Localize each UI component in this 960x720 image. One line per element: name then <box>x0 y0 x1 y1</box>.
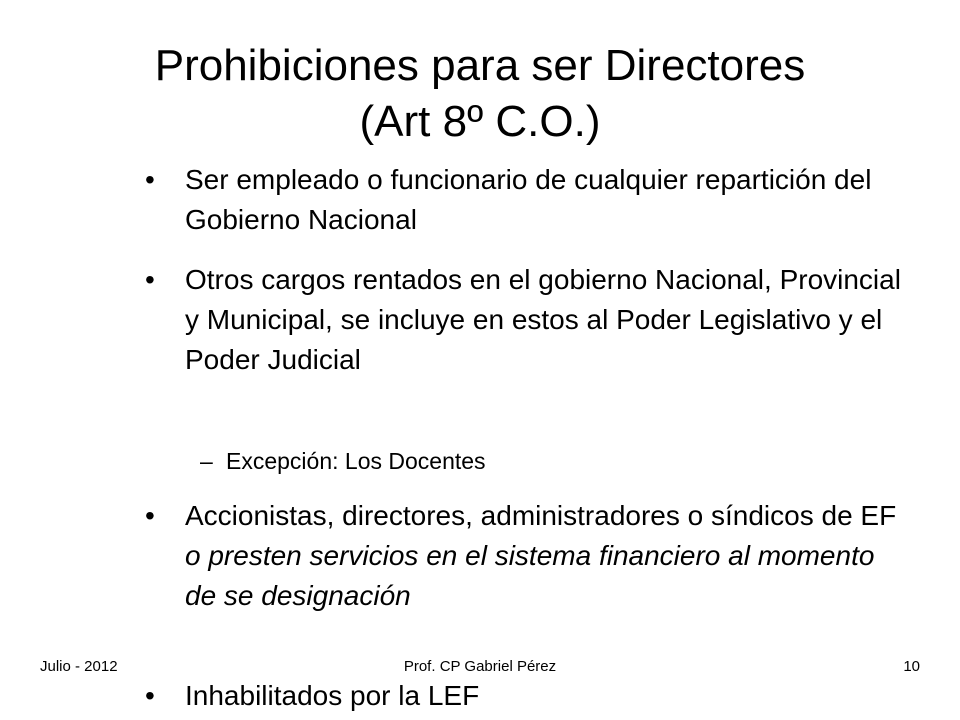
bullet-text: Inhabilitados por la LEF <box>185 680 480 711</box>
bullet-item-3 <box>145 496 905 616</box>
bullet-text: Otros cargos rentados en el gobierno Nacional, Provincial y Municipal, se incluye en estos al Poder Legislativo y el Poder Judicial <box>185 264 901 375</box>
dash-icon: – <box>200 448 213 474</box>
footer-author: Prof. CP Gabriel Pérez <box>403 658 557 675</box>
bullet-item-2 <box>145 260 905 380</box>
sub-bullet-text: Excepción: Los Docentes <box>226 448 486 474</box>
bullet-icon: • <box>145 680 155 711</box>
bullet-item-1 <box>145 160 905 240</box>
bullet-text-plain: Accionistas, directores, administradores o síndicos de EF <box>185 500 897 531</box>
bullet-item-4 <box>145 676 905 716</box>
bullet-text <box>185 496 905 616</box>
bullet-icon: • <box>145 500 155 531</box>
bullet-text: Ser empleado o funcionario de cualquier repartición del Gobierno Nacional <box>185 164 872 235</box>
slide-title-line-2: (Art 8º C.O.) <box>359 97 601 146</box>
slide-title-line-1: Prohibiciones para ser Directores <box>154 41 806 90</box>
bullet-text-italic: o presten servicios en el sistema financiero al momento de se designación <box>185 540 875 611</box>
footer-date: Julio - 2012 <box>40 658 118 675</box>
sub-bullet-item <box>200 445 900 477</box>
footer-page-number: 10 <box>903 658 920 675</box>
bullet-icon: • <box>145 164 155 195</box>
bullet-icon: • <box>145 264 155 295</box>
